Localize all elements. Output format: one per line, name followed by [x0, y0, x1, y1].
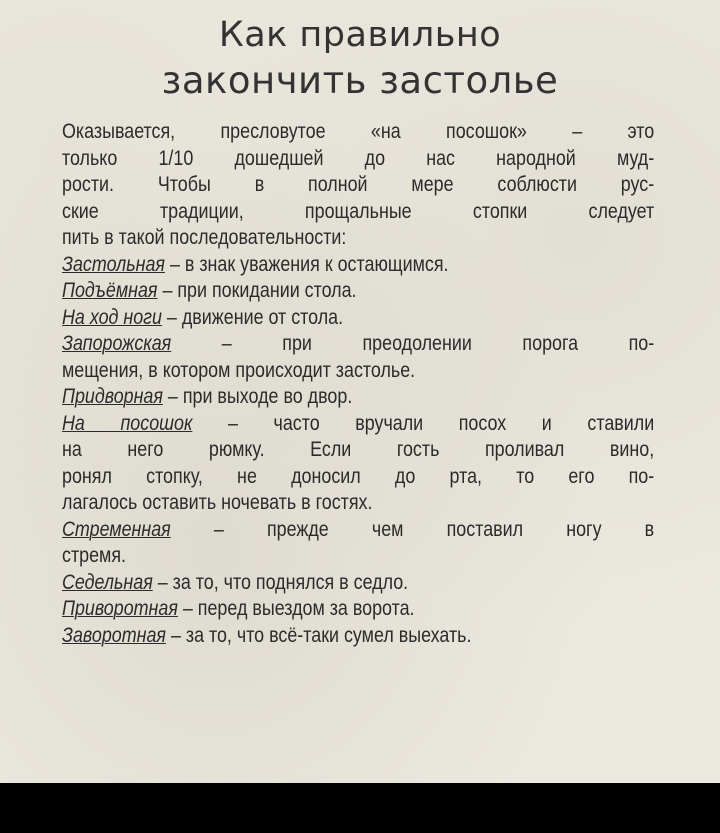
- article-title: [0, 12, 720, 104]
- toast-description: – перед выездом за ворота.: [177, 596, 415, 620]
- bottom-black-bar: [0, 783, 720, 833]
- toast-entry-line: [62, 251, 654, 278]
- toast-entry-line: [62, 383, 654, 410]
- intro-line: только 1/10 дошедшей до нас народной муд-: [62, 145, 655, 170]
- toast-description: на него рюмку. Если гость проливал вино,: [62, 437, 655, 461]
- toast-term: Придворная: [62, 384, 163, 408]
- title-line-2: закончить застолье: [161, 59, 559, 102]
- toast-entry-line: [62, 277, 654, 304]
- toast-entry-line: [62, 463, 654, 490]
- intro-line: Оказывается, пресловутое «на посошок» – это: [62, 119, 655, 143]
- intro-line: ские традиции, прощальные стопки следует: [62, 198, 655, 223]
- toast-term: Запорожская: [62, 331, 172, 355]
- toast-description: лагалось оставить ночевать в гостях.: [62, 490, 373, 514]
- toast-description: – при покидании стола.: [157, 278, 357, 302]
- toast-term: На посошок: [62, 410, 193, 435]
- toast-term: Подъёмная: [62, 278, 158, 302]
- toast-description: ронял стопку, не доносил до рта, то его по-: [62, 463, 655, 488]
- toast-entry-line: [62, 410, 654, 437]
- toast-description: – за то, что поднялся в седло.: [152, 569, 409, 594]
- toast-term: На ход ноги: [62, 304, 162, 329]
- toast-description: – при выходе во двор.: [162, 384, 353, 408]
- toast-description: – в знак уважения к остающимся.: [164, 251, 449, 276]
- toast-description: – часто вручали посох и ставили: [192, 410, 655, 435]
- toast-entry-line: [62, 595, 654, 622]
- toast-entry-line: [62, 304, 654, 331]
- toast-description: – за то, что всё-таки сумел выехать.: [165, 622, 472, 647]
- toast-term: Седельная: [62, 569, 153, 594]
- toast-term: Стременная: [62, 516, 171, 541]
- toast-description: мещения, в котором происходит застолье.: [62, 357, 416, 382]
- title-line-1: Как правильно: [218, 15, 502, 55]
- intro-line: рости. Чтобы в полной мере соблюсти рус-: [62, 172, 655, 196]
- toast-entry-line: [62, 516, 654, 543]
- toast-term: Приворотная: [62, 596, 178, 620]
- toast-entry-line: [62, 330, 654, 357]
- toast-description: – движение от стола.: [161, 304, 344, 329]
- intro-line: пить в такой последовательности:: [62, 225, 347, 249]
- toast-description: стремя.: [62, 543, 126, 567]
- toast-description: – прежде чем поставил ногу в: [170, 516, 655, 541]
- toast-entry-line: [62, 569, 654, 596]
- toast-entry-line: [62, 542, 654, 569]
- toast-entry-line: [62, 489, 654, 516]
- toast-term: Застольная: [62, 251, 165, 276]
- toast-entry-line: [62, 622, 654, 649]
- article-body: [62, 118, 654, 648]
- toast-description: – при преодолении порога по-: [171, 331, 655, 355]
- toast-entry-line: [62, 436, 654, 463]
- toast-term: Заворотная: [62, 622, 166, 647]
- toast-entry-line: [62, 357, 654, 384]
